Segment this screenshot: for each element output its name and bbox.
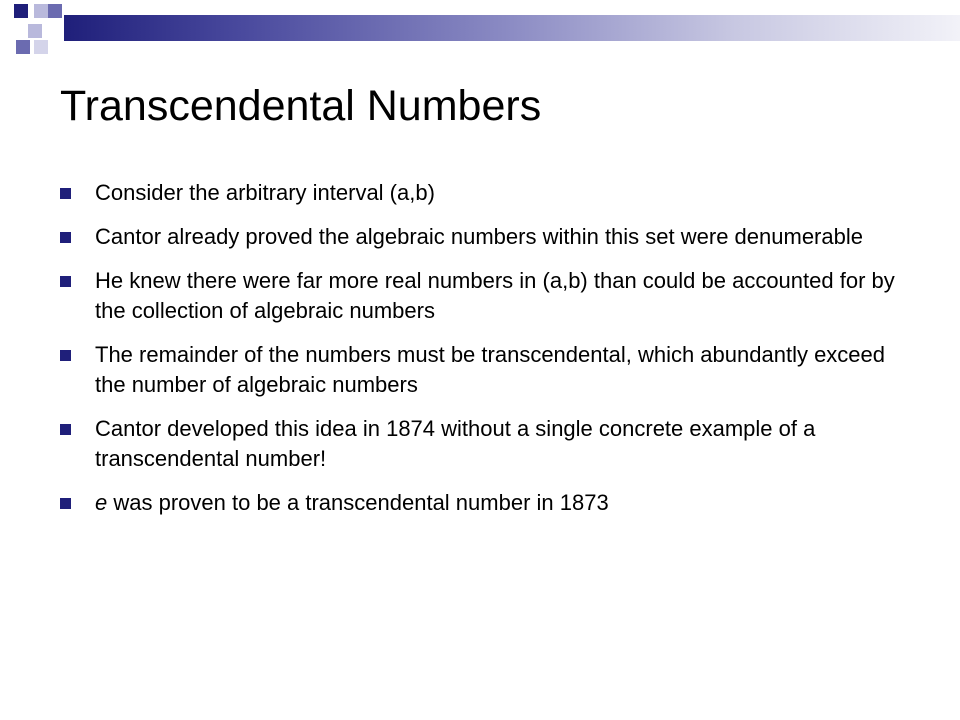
- square-bullet-icon: [60, 188, 71, 199]
- bullet-text: Cantor already proved the algebraic numbers within this set were denumerable: [95, 224, 863, 249]
- bullet-text: He knew there were far more real numbers in (a,b) than could be accounted for by the collection of algebraic numbers: [95, 268, 895, 323]
- bullet-item: [60, 488, 900, 518]
- deco-square-light: [34, 4, 48, 18]
- bullet-text: The remainder of the numbers must be transcendental, which abundantly exceed the number of algebraic numbers: [95, 342, 886, 397]
- square-bullet-icon: [60, 424, 71, 435]
- bullet-item: [60, 222, 900, 252]
- square-bullet-icon: [60, 232, 71, 243]
- bullet-emphasis-e: e: [95, 490, 108, 515]
- bullet-text: Consider the arbitrary interval (a,b): [95, 180, 435, 205]
- decorative-header-bar: [64, 15, 960, 41]
- deco-square-mid: [48, 4, 62, 18]
- deco-square-mid-2: [16, 40, 30, 54]
- bullet-item: [60, 178, 900, 208]
- slide-title: Transcendental Numbers: [60, 82, 542, 130]
- square-bullet-icon: [60, 350, 71, 361]
- deco-square-light-3: [34, 40, 48, 54]
- square-bullet-icon: [60, 276, 71, 287]
- bullet-item: [60, 340, 900, 400]
- bullet-list: [60, 178, 900, 532]
- bullet-item: [60, 266, 900, 326]
- bullet-text: was proven to be a transcendental number in 1873: [107, 490, 609, 515]
- bullet-item: [60, 414, 900, 474]
- square-bullet-icon: [60, 498, 71, 509]
- bullet-text: Cantor developed this idea in 1874 without a single concrete example of a transcendental number!: [95, 416, 816, 471]
- deco-square-light-2: [28, 24, 42, 38]
- deco-square-dark: [14, 4, 28, 18]
